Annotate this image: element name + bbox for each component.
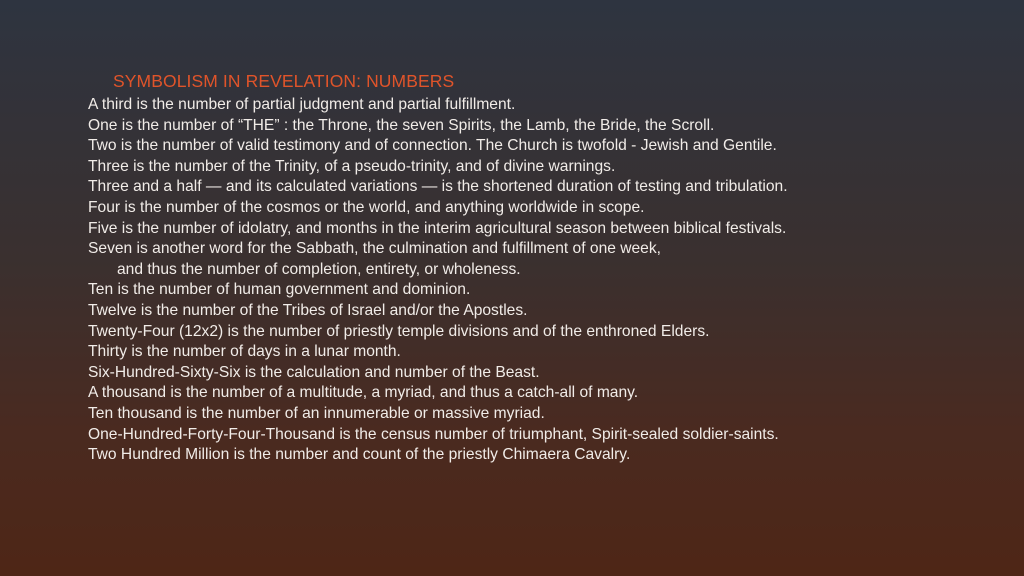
list-item-seven-continued: and thus the number of completion, entirety, or wholeness. bbox=[117, 260, 521, 278]
list-item-twelve: Twelve is the number of the Tribes of Israel and/or the Apostles. bbox=[88, 301, 528, 319]
list-item-two: Two is the number of valid testimony and of connection. The Church is twofold - Jewish and Gentile. bbox=[88, 137, 777, 155]
list-item-one-forty-four-thousand: One-Hundred-Forty-Four-Thousand is the census number of triumphant, Spirit-sealed soldier-saints. bbox=[88, 425, 779, 443]
list-item-thirty: Thirty is the number of days in a lunar month. bbox=[88, 343, 401, 361]
list-item-three: Three is the number of the Trinity, of a pseudo-trinity, and of divine warnings. bbox=[88, 157, 616, 175]
list-item-two-hundred-million: Two Hundred Million is the number and count of the priestly Chimaera Cavalry. bbox=[88, 446, 631, 464]
list-item-seven: Seven is another word for the Sabbath, the culmination and fulfillment of one week, bbox=[88, 240, 661, 258]
list-item-third: A third is the number of partial judgment and partial fulfillment. bbox=[88, 96, 516, 113]
numbers-list bbox=[88, 95, 788, 466]
list-item-six-six-six: Six-Hundred-Sixty-Six is the calculation and number of the Beast. bbox=[88, 363, 540, 381]
slide-title: SYMBOLISM IN REVELATION: NUMBERS bbox=[113, 71, 455, 91]
list-item-five: Five is the number of idolatry, and months in the interim agricultural season between biblical festivals. bbox=[88, 219, 787, 237]
list-item-three-and-a-half: Three and a half — and its calculated variations — is the shortened duration of testing and tribulation. bbox=[88, 178, 788, 196]
list-item-ten: Ten is the number of human government and dominion. bbox=[88, 281, 471, 299]
list-item-ten-thousand: Ten thousand is the number of an innumerable or massive myriad. bbox=[88, 404, 545, 422]
list-item-twenty-four: Twenty-Four (12x2) is the number of priestly temple divisions and of the enthroned Elders. bbox=[88, 322, 710, 340]
list-item-one: One is the number of “THE” : the Throne, the seven Spirits, the Lamb, the Bride, the Scroll. bbox=[88, 116, 715, 134]
list-item-four: Four is the number of the cosmos or the world, and anything worldwide in scope. bbox=[88, 198, 645, 216]
list-item-thousand: A thousand is the number of a multitude, a myriad, and thus a catch-all of many. bbox=[88, 384, 639, 402]
